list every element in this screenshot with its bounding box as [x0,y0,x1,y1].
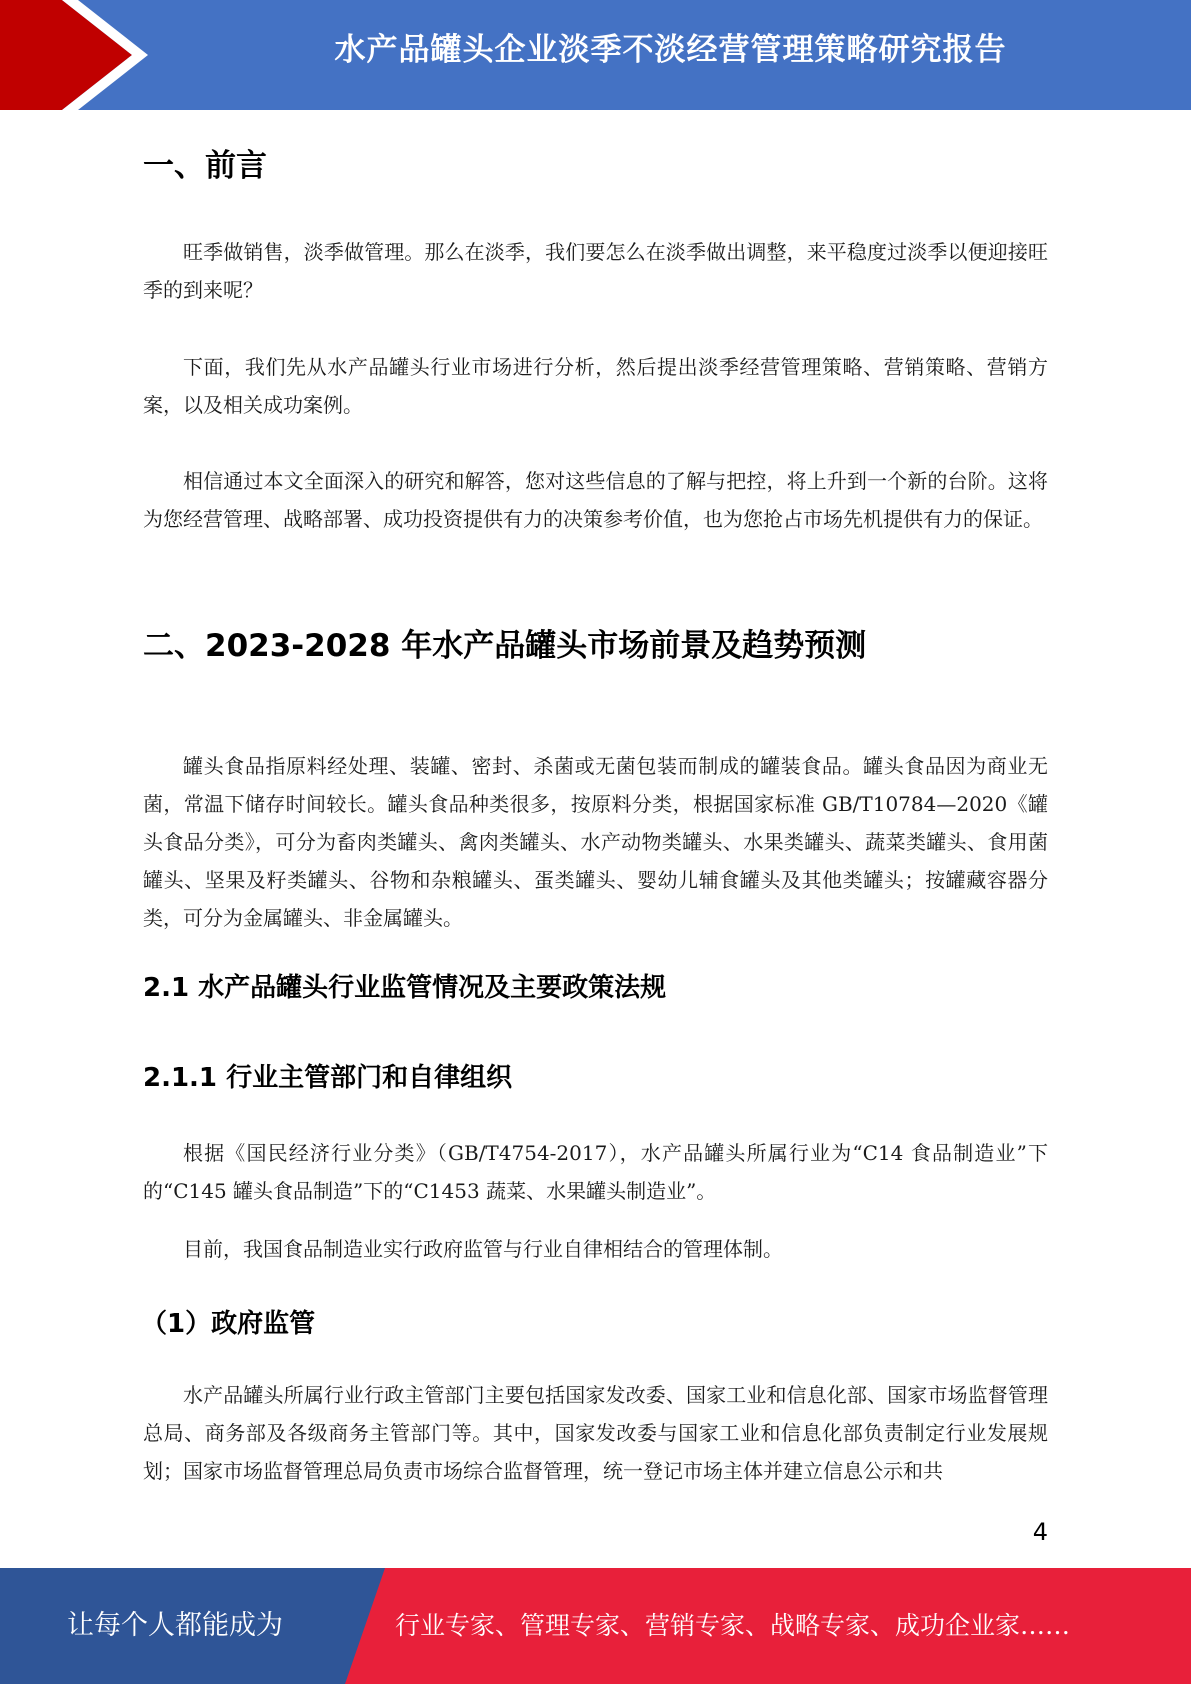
page-number: 4 [1032,1518,1048,1546]
header-arrow-decoration [0,0,160,110]
canned-food-definition-paragraph: 罐头食品指原料经处理、装罐、密封、杀菌或无菌包装而制成的罐装食品。罐头食品因为商业无菌，常温下储存时间较长。罐头食品种类很多，按原料分类，根据国家标准 GB/T10784—2020《罐头食品分类》，可分为畜肉类罐头、禽肉类罐头、水产动物类罐头、水果类罐头、蔬菜类罐头、食用菌罐头、坚果及籽类罐头、谷物和杂粮罐头、蛋类罐头、婴幼儿辅食罐头及其他类罐头；按罐藏容器分类，可分为金属罐头、非金属罐头。 [143,754,1048,930]
government-supervision-paragraph: 水产品罐头所属行业行政主管部门主要包括国家发改委、国家工业和信息化部、国家市场监督管理总局、商务部及各级商务主管部门等。其中，国家发改委与国家工业和信息化部负责制定行业发展规划；国家市场监督管理总局负责市场综合监督管理，统一登记市场主体并建立信息公示和共 [143,1383,1048,1483]
subsection-heading-authorities: 2.1.1 行业主管部门和自律组织 [143,1063,513,1093]
report-title: 水产品罐头企业淡季不淡经营管理策略研究报告 [334,32,1007,68]
subsection-heading-regulation: 2.1 水产品罐头行业监管情况及主要政策法规 [143,973,667,1003]
page-header [0,0,1191,110]
footer-slogan-right: 行业专家、管理专家、营销专家、战略专家、成功企业家…… [395,1611,1071,1640]
industry-classification-paragraph: 根据《国民经济行业分类》（GB/T4754-2017），水产品罐头所属行业为“C14 食品制造业”下的“C145 罐头食品制造”下的“C1453 蔬菜、水果罐头制造业”。 [143,1141,1048,1203]
section-heading-market-forecast: 二、2023-2028 年水产品罐头市场前景及趋势预测 [143,628,867,664]
management-system-paragraph: 目前，我国食品制造业实行政府监管与行业自律相结合的管理体制。 [183,1237,783,1261]
preface-paragraph-3: 相信通过本文全面深入的研究和解答，您对这些信息的了解与把控，将上升到一个新的台阶。这将为您经营管理、战略部署、成功投资提供有力的决策参考价值，也为您抢占市场先机提供有力的保证。 [143,469,1048,531]
page-footer [0,1568,1191,1684]
section-heading-preface: 一、前言 [143,148,267,184]
preface-paragraph-1: 旺季做销售，淡季做管理。那么在淡季，我们要怎么在淡季做出调整，来平稳度过淡季以便迎接旺季的到来呢？ [143,240,1048,302]
preface-paragraph-2: 下面，我们先从水产品罐头行业市场进行分析，然后提出淡季经营管理策略、营销策略、营销方案，以及相关成功案例。 [143,355,1048,417]
footer-slogan-left: 让每个人都能成为 [67,1610,283,1641]
subsection-heading-government-supervision: （1）政府监管 [141,1309,316,1339]
